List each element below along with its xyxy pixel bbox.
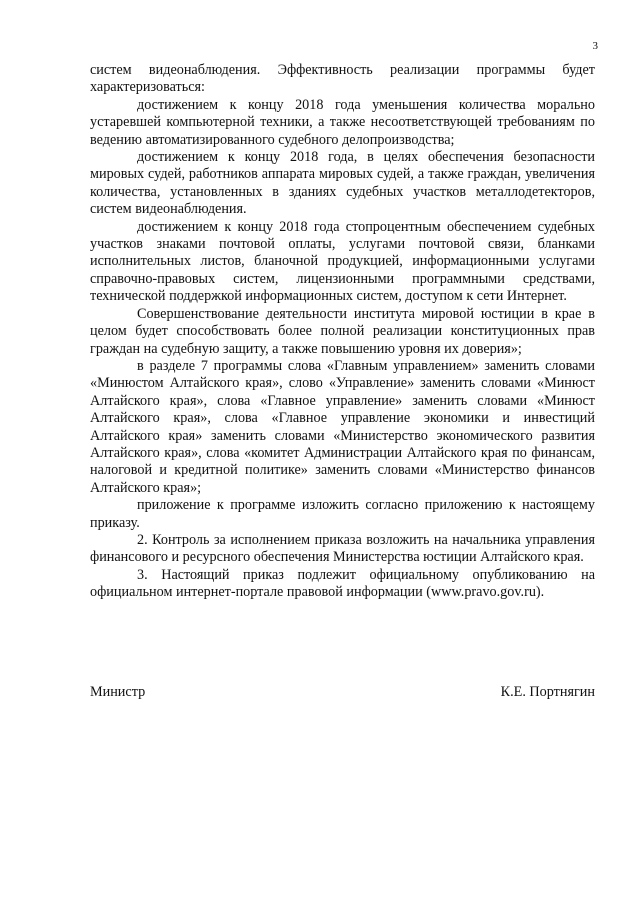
document-body	[90, 62, 595, 602]
paragraph-1: систем видеонаблюдения. Эффективность реализации программы будет характеризоваться:	[90, 62, 595, 96]
signatory-position: Министр	[90, 684, 146, 700]
page-number: 3	[592, 40, 598, 52]
signature-block	[90, 684, 595, 701]
paragraph-3: достижением к концу 2018 года, в целях обеспечения безопасности мировых судей, работников аппарата мировых судей, а также граждан, увеличения количества, установленных в зданиях судебных участков металлодетекторов, систем видеонаблюдения.	[90, 149, 595, 218]
paragraph-9: 3. Настоящий приказ подлежит официальному опубликованию на официальном интернет-портале правовой информации (www.pravo.gov.ru).	[90, 566, 595, 601]
paragraph-2: достижением к концу 2018 года уменьшения количества морально устаревшей компьютерной техники, а также несоответствующей требованиям по ведению автоматизированного судебного делопроизводства;	[90, 96, 595, 148]
paragraph-5: Совершенствование деятельности института мировой юстиции в крае в целом будет способствовать более полной реализации конституционных прав граждан на судебную защиту, а также повышению уровня их доверия»;	[90, 305, 595, 357]
paragraph-8: 2. Контроль за исполнением приказа возложить на начальника управления финансового и ресурсного обеспечения Министерства юстиции Алтайского края.	[90, 531, 595, 566]
paragraph-6: в разделе 7 программы слова «Главным управлением» заменить словами «Минюстом Алтайского края», слово «Управление» заменить словами «Минюст Алтайского края», слова «Главное управление» заменить словами «Минюст Алтайского края», слова «Главное управление экономики и инвестиций Алтайского края» заменить словами «Министерство экономического развития Алтайского края», слова «комитет Администрации Алтайского края по финансам, налоговой и кредитной политике» заменить словами «Министерство финансов Алтайского края»;	[90, 357, 595, 496]
paragraph-4: достижением к концу 2018 года стопроцентным обеспечением судебных участков знаками почтовой оплаты, услугами почтовой связи, бланками исполнительных листов, бланочной продукцией, информационными услугами справочно-правовых систем, лицензионными программными средствами, технической поддержкой информационных систем, доступом к сети Интернет.	[90, 218, 595, 305]
signatory-name: К.Е. Портнягин	[500, 684, 595, 700]
paragraph-7: приложение к программе изложить согласно приложению к настоящему приказу.	[90, 497, 595, 531]
